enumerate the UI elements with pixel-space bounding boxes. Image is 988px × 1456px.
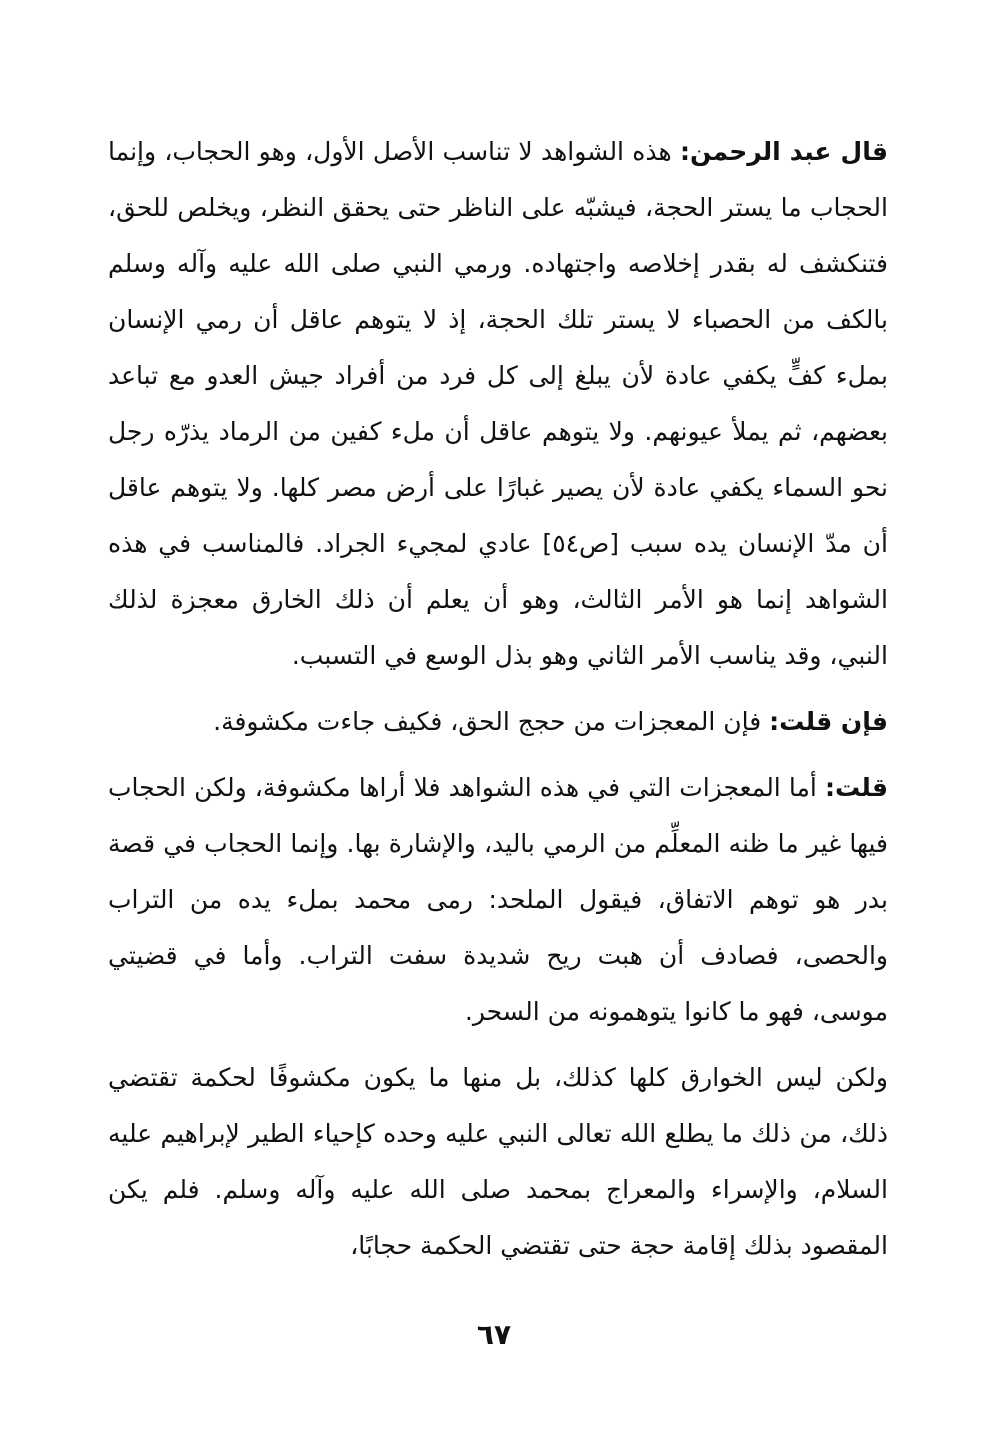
paragraph-1 bbox=[108, 124, 888, 684]
paragraph-3-text: أما المعجزات التي في هذه الشواهد فلا أراها مكشوفة، ولكن الحجاب فيها غير ما ظنه المعلِّم من الرمي باليد، والإشارة بها. وإنما الحجاب في قصة بدر هو توهم الاتفاق، فيقول الملحد: رمى محمد بملء يده من التراب والحصى، فصادف أن هبت ريح شديدة سفت التراب. وأما في قضيتي موسى، فهو ما كانوا يتوهمونه من السحر. bbox=[108, 773, 888, 1026]
paragraph-2-text: فإن المعجزات من حجج الحق، فكيف جاءت مكشوفة. bbox=[213, 707, 770, 736]
paragraph-3 bbox=[108, 760, 888, 1040]
paragraph-2 bbox=[108, 694, 888, 750]
paragraph-3-lead: قلت: bbox=[824, 773, 888, 802]
page-number: ٦٧ bbox=[476, 1318, 512, 1351]
paragraph-4 bbox=[108, 1050, 888, 1274]
paragraph-1-lead: قال عبد الرحمن: bbox=[679, 137, 888, 166]
paragraph-4-text: ولكن ليس الخوارق كلها كذلك، بل منها ما يكون مكشوفًا لحكمة تقتضي ذلك، من ذلك ما يطلع الله تعالى النبي عليه وحده كإحياء الطير لإبراهيم عليه السلام، والإسراء والمعراج بمحمد صلى الله عليه وآله وسلم. فلم يكن المقصود بذلك إقامة حجة حتى تقتضي الحكمة حجابًا، bbox=[108, 1063, 888, 1260]
body-text bbox=[108, 124, 888, 1274]
paragraph-2-lead: فإن قلت: bbox=[769, 707, 888, 736]
paragraph-1-text: هذه الشواهد لا تناسب الأصل الأول، وهو الحجاب، وإنما الحجاب ما يستر الحجة، فيشبّه على الناظر حتى يحقق النظر، ويخلص للحق، فتنكشف له بقدر إخلاصه واجتهاده. ورمي النبي صلى الله عليه وآله وسلم بالكف من الحصباء لا يستر تلك الحجة، إذ لا يتوهم عاقل أن رمي الإنسان بملء كفٍّ يكفي عادة لأن يبلغ إلى كل فرد من أفراد جيش العدو مع تباعد بعضهم، ثم يملأ عيونهم. ولا يتوهم عاقل أن ملء كفين من الرماد يذرّه رجل نحو السماء يكفي عادة لأن يصير غبارًا على أرض مصر كلها. ولا يتوهم عاقل أن مدّ الإنسان يده سبب [ص٥٤] عادي لمجيء الجراد. فالمناسب في هذه الشواهد إنما هو الأمر الثالث، وهو أن يعلم أن ذلك الخارق معجزة لذلك النبي، وقد يناسب الأمر الثاني وهو بذل الوسع في التسبب. bbox=[108, 137, 888, 670]
